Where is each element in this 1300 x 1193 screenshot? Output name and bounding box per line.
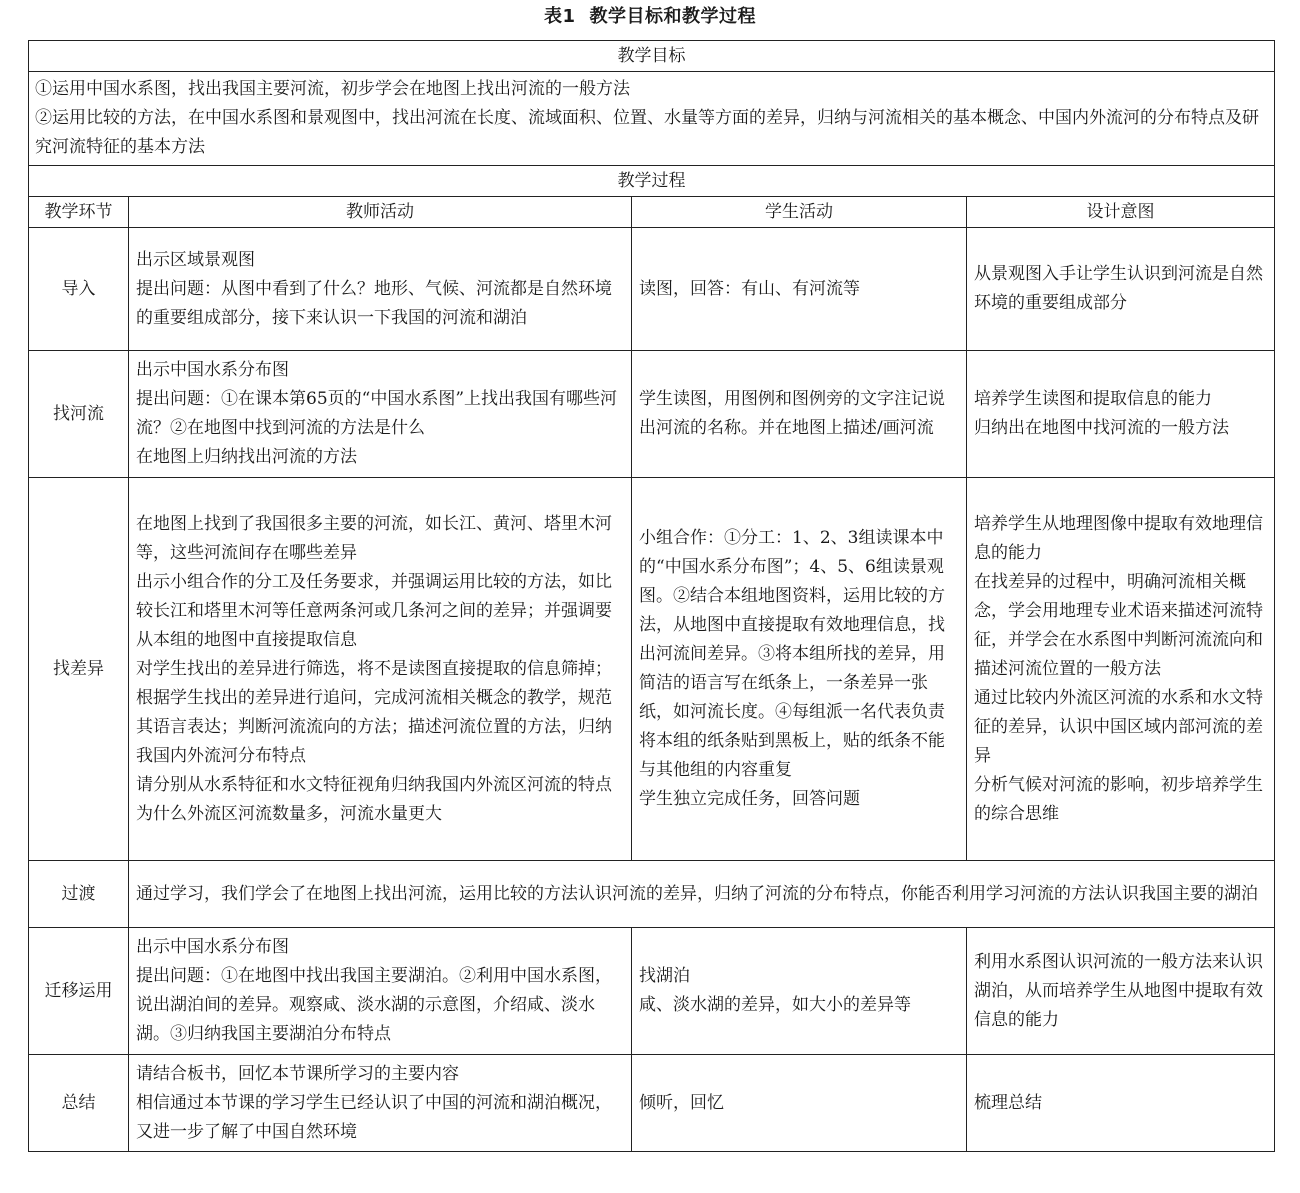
teacher-activity-line: 出示中国水系分布图 — [136, 937, 289, 957]
table-row — [29, 351, 1275, 478]
stage-cell: 过渡 — [29, 861, 129, 928]
transition-cell: 通过学习，我们学会了在地图上找出河流，运用比较的方法认识河流的差异，归纳了河流的分布特点，你能否利用学习河流的方法认识我国主要的湖泊 — [129, 861, 1275, 928]
stage-cell: 找河流 — [29, 351, 129, 478]
table-row — [29, 861, 1275, 928]
design-intent-cell — [967, 928, 1275, 1055]
teacher-activity-line: 对学生找出的差异进行筛选，将不是读图直接提取的信息筛掉；根据学生找出的差异进行追问，完成河流相关概念的教学，规范其语言表达；判断河流流向的方法；描述河流位置的方法，归纳我国内外流河分布特点 — [136, 658, 612, 766]
objective-item-1: ①运用中国水系图，找出我国主要河流，初步学会在地图上找出河流的一般方法 — [35, 79, 630, 99]
column-header-intent: 设计意图 — [967, 197, 1275, 228]
teacher-activity-line: 请结合板书，回忆本节课所学习的主要内容 — [136, 1063, 459, 1084]
teacher-activity-cell — [129, 478, 632, 861]
teacher-activity-line: 在地图上归纳找出河流的方法 — [136, 447, 357, 467]
design-intent-cell — [967, 351, 1275, 478]
teacher-activity-line: 请分别从水系特征和水文特征视角归纳我国内外流区河流的特点 — [136, 774, 612, 795]
student-activity-line: 学生读图，用图例和图例旁的文字注记说出河流的名称。并在地图上描述/画河流 — [639, 389, 945, 438]
teacher-activity-line: 提出问题：从图中看到了什么？地形、气候、河流都是自然环境的重要组成部分，接下来认识一下我国的河流和湖泊 — [136, 278, 612, 328]
table-row — [29, 478, 1275, 861]
column-header-row — [29, 197, 1275, 228]
teacher-activity-line: 提出问题：①在课本第65页的“中国水系图”上找出我国有哪些河流？②在地图中找到河流的方法是什么 — [136, 389, 618, 438]
teacher-activity-line: 出示区域景观图 — [136, 249, 255, 270]
design-intent-line: 在找差异的过程中，明确河流相关概念，学会用地理专业术语来描述河流特征，并学会在水系图中判断河流流向和描述河流位置的一般方法 — [974, 571, 1263, 679]
teacher-activity-line: 出示中国水系分布图 — [136, 360, 289, 380]
student-activity-line: 找湖泊 — [639, 966, 690, 986]
student-activity-cell — [632, 228, 967, 351]
process-heading: 教学过程 — [29, 166, 1275, 197]
objectives-heading-row — [29, 41, 1275, 72]
objectives-row — [29, 72, 1275, 166]
design-intent-line: 梳理总结 — [974, 1092, 1042, 1113]
student-activity-line: 读图，回答：有山、有河流等 — [639, 278, 860, 299]
design-intent-line: 培养学生读图和提取信息的能力 — [974, 389, 1212, 409]
table-row — [29, 228, 1275, 351]
objectives-heading: 教学目标 — [29, 41, 1275, 72]
student-activity-cell — [632, 928, 967, 1055]
table-number: 表1 — [543, 6, 576, 27]
process-heading-row — [29, 166, 1275, 197]
design-intent-cell — [967, 478, 1275, 861]
student-activity-line: 倾听，回忆 — [639, 1092, 724, 1113]
table-row — [29, 928, 1275, 1055]
column-header-stage: 教学环节 — [29, 197, 129, 228]
student-activity-line: 咸、淡水湖的差异，如大小的差异等 — [639, 995, 911, 1015]
design-intent-line: 归纳出在地图中找河流的一般方法 — [974, 418, 1229, 438]
design-intent-line: 通过比较内外流区河流的水系和水文特征的差异，认识中国区域内部河流的差异 — [974, 687, 1263, 766]
student-activity-cell — [632, 478, 967, 861]
teaching-table — [28, 40, 1275, 1152]
design-intent-line: 利用水系图认识河流的一般方法来认识湖泊，从而培养学生从地图中提取有效信息的能力 — [974, 951, 1263, 1030]
teacher-activity-cell — [129, 228, 632, 351]
table-caption — [0, 4, 1300, 30]
stage-cell: 导入 — [29, 228, 129, 351]
teacher-activity-line: 出示小组合作的分工及任务要求，并强调运用比较的方法，如比较长江和塔里木河等任意两条河或几条河之间的差异；并强调要从本组的地图中直接提取信息 — [136, 571, 612, 650]
design-intent-cell — [967, 1055, 1275, 1152]
teacher-activity-line: 为什么外流区河流数量多，河流水量更大 — [136, 803, 442, 824]
teacher-activity-cell — [129, 351, 632, 478]
teacher-activity-line: 相信通过本节课的学习学生已经认识了中国的河流和湖泊概况，又进一步了解了中国自然环境 — [136, 1092, 612, 1142]
design-intent-line: 培养学生从地理图像中提取有效地理信息的能力 — [974, 513, 1263, 563]
table-row — [29, 1055, 1275, 1152]
student-activity-line: 学生独立完成任务，回答问题 — [639, 789, 860, 809]
teacher-activity-line: 在地图上找到了我国很多主要的河流，如长江、黄河、塔里木河等，这些河流间存在哪些差异 — [136, 513, 612, 563]
column-header-teacher: 教师活动 — [129, 197, 632, 228]
stage-cell: 找差异 — [29, 478, 129, 861]
teacher-activity-cell — [129, 928, 632, 1055]
stage-cell: 总结 — [29, 1055, 129, 1152]
objectives-cell — [29, 72, 1275, 166]
student-activity-cell — [632, 1055, 967, 1152]
stage-cell: 迁移运用 — [29, 928, 129, 1055]
teacher-activity-cell — [129, 1055, 632, 1152]
student-activity-cell — [632, 351, 967, 478]
design-intent-line: 分析气候对河流的影响，初步培养学生的综合思维 — [974, 774, 1263, 824]
column-header-student: 学生活动 — [632, 197, 967, 228]
teacher-activity-line: 提出问题：①在地图中找出我国主要湖泊。②利用中国水系图，说出湖泊间的差异。观察咸、淡水湖的示意图，介绍咸、淡水湖。③归纳我国主要湖泊分布特点 — [136, 966, 612, 1044]
table-title: 教学目标和教学过程 — [589, 6, 757, 27]
objective-item-2: ②运用比较的方法，在中国水系图和景观图中，找出河流在长度、流域面积、位置、水量等方面的差异，归纳与河流相关的基本概念、中国内外流河的分布特点及研究河流特征的基本方法 — [35, 108, 1259, 157]
design-intent-cell — [967, 228, 1275, 351]
student-activity-line: 小组合作：①分工：1、2、3组读课本中的“中国水系分布图”；4、5、6组读景观图。②结合本组地图资料，运用比较的方法，从地图中直接提取有效地理信息，找出河流间差异。③将本组所找的差异，用简洁的语言写在纸条上，一条差异一张纸，如河流长度。④每组派一名代表负责将本组的纸条贴到黑板上，贴的纸条不能与其他组的内容重复 — [639, 528, 945, 780]
design-intent-line: 从景观图入手让学生认识到河流是自然环境的重要组成部分 — [974, 264, 1263, 313]
